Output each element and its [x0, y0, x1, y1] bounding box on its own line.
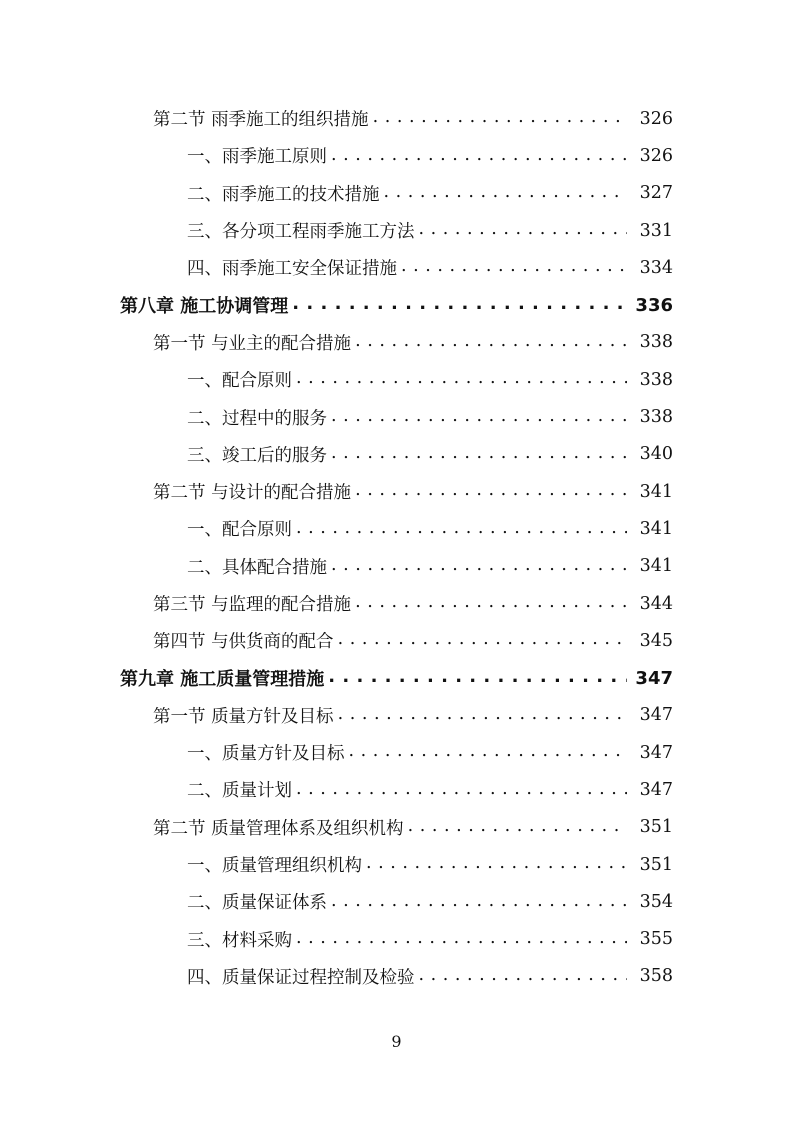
- toc-entry-page-number: 341: [639, 518, 673, 539]
- toc-entry-page-number: 338: [639, 332, 673, 353]
- toc-entry-page-number: 327: [639, 183, 673, 204]
- toc-entry-title: 第一节 质量方针及目标: [153, 706, 334, 727]
- dot-leader: [328, 666, 627, 689]
- dot-leader: [292, 293, 627, 316]
- toc-entry-item[interactable]: [0, 510, 793, 547]
- toc-entry-item[interactable]: [0, 212, 793, 249]
- toc-entry-item[interactable]: [0, 771, 793, 808]
- toc-entry-item[interactable]: [0, 398, 793, 435]
- dot-leader: [384, 182, 628, 205]
- toc-entry-title: 第一节 与业主的配合措施: [153, 333, 352, 354]
- toc-entry-title: 三、材料采购: [187, 930, 292, 951]
- toc-entry-section[interactable]: [0, 622, 793, 659]
- dot-leader: [296, 928, 627, 951]
- dot-leader: [331, 555, 627, 578]
- toc-entry-title: 四、雨季施工安全保证措施: [187, 259, 397, 280]
- toc-entry-title: 第八章 施工协调管理: [120, 296, 289, 318]
- toc-entry-title: 一、质量管理组织机构: [187, 856, 362, 877]
- toc-entry-section[interactable]: [0, 473, 793, 510]
- dot-leader: [408, 816, 627, 839]
- toc-entry-page-number: 344: [639, 593, 673, 614]
- dot-leader: [355, 480, 627, 503]
- toc-entry-item[interactable]: [0, 734, 793, 771]
- toc-entry-page-number: 358: [639, 966, 673, 987]
- toc-entry-title: 二、过程中的服务: [187, 408, 327, 429]
- toc-entry-title: 一、配合原则: [187, 520, 292, 541]
- dot-leader: [401, 256, 627, 279]
- toc-entry-item[interactable]: [0, 958, 793, 995]
- toc-entry-page-number: 334: [639, 257, 673, 278]
- toc-entry-page-number: 347: [639, 742, 673, 763]
- toc-entry-chapter[interactable]: [0, 659, 793, 696]
- toc-entry-item[interactable]: [0, 436, 793, 473]
- toc-entry-title: 三、竣工后的服务: [187, 445, 327, 466]
- toc-entry-item[interactable]: [0, 548, 793, 585]
- dot-leader: [331, 891, 627, 914]
- toc-entry-title: 二、具体配合措施: [187, 557, 327, 578]
- toc-entry-title: 一、配合原则: [187, 371, 292, 392]
- dot-leader: [419, 219, 628, 242]
- toc-entry-title: 第四节 与供货商的配合: [153, 632, 334, 653]
- toc-entry-item[interactable]: [0, 921, 793, 958]
- toc-entry-title: 一、雨季施工原则: [187, 147, 327, 168]
- toc-entry-page-number: 336: [635, 294, 673, 316]
- toc-entry-title: 第九章 施工质量管理措施: [120, 669, 325, 691]
- page-number: 9: [391, 1032, 402, 1051]
- dot-leader: [419, 965, 628, 988]
- toc-entry-title: 第二节 雨季施工的组织措施: [153, 110, 369, 131]
- toc-entry-item[interactable]: [0, 846, 793, 883]
- dot-leader: [366, 853, 627, 876]
- table-of-contents: [0, 100, 793, 995]
- dot-leader: [296, 368, 627, 391]
- toc-entry-page-number: 338: [639, 407, 673, 428]
- dot-leader: [349, 741, 628, 764]
- dot-leader: [338, 629, 627, 652]
- toc-entry-page-number: 340: [639, 444, 673, 465]
- toc-entry-title: 第二节 与设计的配合措施: [153, 483, 352, 504]
- toc-entry-page-number: 354: [639, 891, 673, 912]
- dot-leader: [331, 145, 627, 168]
- toc-entry-page-number: 341: [639, 481, 673, 502]
- toc-entry-title: 第二节 质量管理体系及组织机构: [153, 818, 404, 839]
- toc-entry-section[interactable]: [0, 324, 793, 361]
- dot-leader: [373, 107, 627, 130]
- toc-entry-item[interactable]: [0, 361, 793, 398]
- toc-entry-page-number: 345: [639, 630, 673, 651]
- toc-entry-page-number: 347: [639, 705, 673, 726]
- toc-entry-section[interactable]: [0, 585, 793, 622]
- toc-entry-title: 一、质量方针及目标: [187, 744, 345, 765]
- toc-entry-page-number: 331: [639, 220, 673, 241]
- toc-entry-item[interactable]: [0, 249, 793, 286]
- toc-entry-item[interactable]: [0, 175, 793, 212]
- toc-entry-section[interactable]: [0, 100, 793, 137]
- toc-entry-page-number: 326: [639, 145, 673, 166]
- toc-entry-title: 第三节 与监理的配合措施: [153, 595, 352, 615]
- toc-entry-page-number: 355: [639, 929, 673, 950]
- toc-entry-page-number: 351: [639, 817, 673, 838]
- toc-entry-title: 二、质量保证体系: [187, 893, 327, 914]
- toc-entry-page-number: 326: [639, 108, 673, 129]
- toc-entry-chapter[interactable]: [0, 286, 793, 323]
- dot-leader: [355, 592, 627, 615]
- toc-entry-section[interactable]: [0, 809, 793, 846]
- dot-leader: [296, 518, 627, 541]
- toc-entry-section[interactable]: [0, 697, 793, 734]
- toc-entry-page-number: 347: [635, 667, 673, 689]
- toc-entry-item[interactable]: [0, 137, 793, 174]
- toc-entry-title: 二、质量计划: [187, 781, 292, 802]
- dot-leader: [338, 704, 627, 727]
- toc-entry-page-number: 338: [639, 369, 673, 390]
- toc-entry-title: 二、雨季施工的技术措施: [187, 184, 380, 205]
- dot-leader: [331, 406, 627, 429]
- toc-entry-title: 三、各分项工程雨季施工方法: [187, 222, 415, 243]
- dot-leader: [331, 443, 627, 466]
- toc-entry-item[interactable]: [0, 883, 793, 920]
- toc-entry-title: 四、质量保证过程控制及检验: [187, 967, 415, 988]
- toc-entry-page-number: 347: [639, 779, 673, 800]
- dot-leader: [296, 779, 627, 802]
- toc-entry-page-number: 341: [639, 556, 673, 577]
- dot-leader: [355, 331, 627, 354]
- toc-entry-page-number: 351: [639, 854, 673, 875]
